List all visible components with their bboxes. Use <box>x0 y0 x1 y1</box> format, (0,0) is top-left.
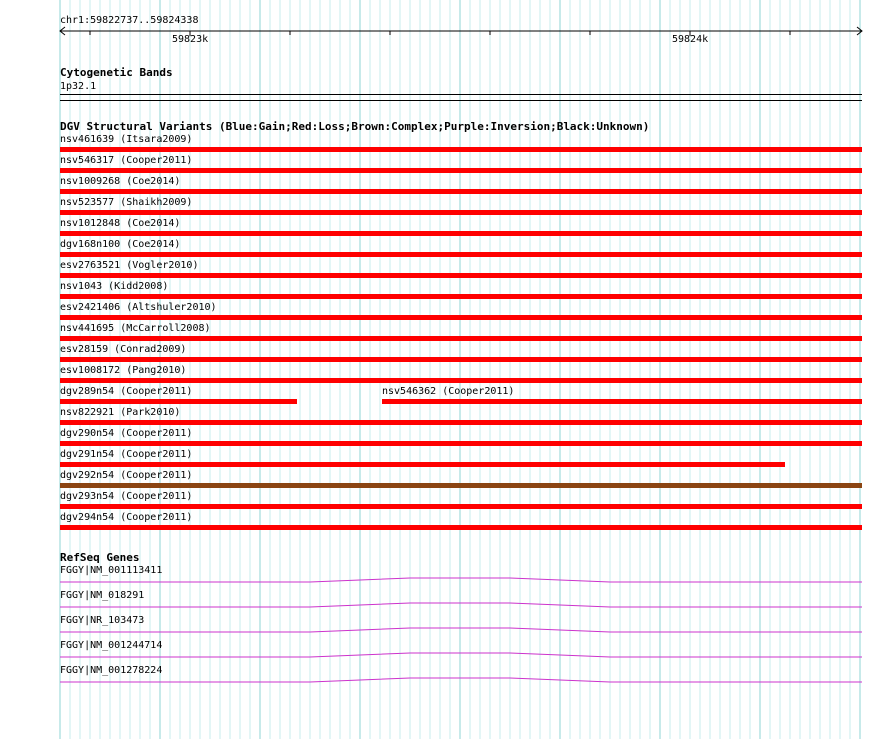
variant-bar[interactable] <box>382 399 862 404</box>
variant-bar[interactable] <box>60 273 862 278</box>
ruler-tick-label: 59824k <box>672 34 709 45</box>
refseq-track-title: RefSeq Genes <box>60 551 140 564</box>
dgv-track-title: DGV Structural Variants (Blue:Gain;Red:Loss;Brown:Complex;Purple:Inversion;Black:Unknown) <box>60 120 650 133</box>
variant-bar[interactable] <box>60 399 297 404</box>
variant-bar[interactable] <box>60 147 862 152</box>
gene-label[interactable]: FGGY|NR_103473 <box>60 615 145 626</box>
variant-label[interactable]: dgv291n54 (Cooper2011) <box>60 449 193 460</box>
variant-label[interactable]: nsv822921 (Park2010) <box>60 407 181 418</box>
variant-label[interactable]: nsv523577 (Shaikh2009) <box>60 197 193 208</box>
gene-label[interactable]: FGGY|NM_001113411 <box>60 565 163 576</box>
variant-bar[interactable] <box>60 168 862 173</box>
location-label: chr1:59822737..59824338 <box>60 15 199 26</box>
cytoband-label: 1p32.1 <box>60 81 97 92</box>
variant-bar[interactable] <box>60 420 862 425</box>
variant-bar[interactable] <box>60 462 785 467</box>
cytoband-bar-bottom <box>60 100 862 101</box>
variant-label[interactable]: esv2421406 (Altshuler2010) <box>60 302 217 313</box>
variant-label[interactable]: nsv1009268 (Coe2014) <box>60 176 181 187</box>
gene-intron-line[interactable] <box>60 675 862 685</box>
variant-label[interactable]: dgv294n54 (Cooper2011) <box>60 512 193 523</box>
cytoband-bar-top <box>60 94 862 95</box>
ruler-tick-label: 59823k <box>172 34 209 45</box>
variant-bar[interactable] <box>60 378 862 383</box>
variant-bar[interactable] <box>60 294 862 299</box>
variant-bar[interactable] <box>60 231 862 236</box>
variant-bar[interactable] <box>60 336 862 341</box>
variant-label[interactable]: dgv290n54 (Cooper2011) <box>60 428 193 439</box>
variant-label[interactable]: dgv289n54 (Cooper2011) <box>60 386 193 397</box>
variant-label[interactable]: esv1008172 (Pang2010) <box>60 365 187 376</box>
variant-label[interactable]: nsv1012848 (Coe2014) <box>60 218 181 229</box>
variant-label[interactable]: dgv293n54 (Cooper2011) <box>60 491 193 502</box>
variant-label[interactable]: nsv461639 (Itsara2009) <box>60 134 193 145</box>
gene-label[interactable]: FGGY|NM_001278224 <box>60 665 163 676</box>
variant-label[interactable]: nsv441695 (McCarroll2008) <box>60 323 211 334</box>
gene-intron-line[interactable] <box>60 625 862 635</box>
variant-label[interactable]: dgv292n54 (Cooper2011) <box>60 470 193 481</box>
variant-bar[interactable] <box>60 210 862 215</box>
variant-label[interactable]: nsv546317 (Cooper2011) <box>60 155 193 166</box>
gene-label[interactable]: FGGY|NM_001244714 <box>60 640 163 651</box>
gene-intron-line[interactable] <box>60 650 862 660</box>
variant-label[interactable]: nsv1043 (Kidd2008) <box>60 281 169 292</box>
variant-bar[interactable] <box>60 504 862 509</box>
variant-label[interactable]: esv28159 (Conrad2009) <box>60 344 187 355</box>
variant-bar[interactable] <box>60 441 862 446</box>
variant-bar[interactable] <box>60 525 862 530</box>
variant-label[interactable]: esv2763521 (Vogler2010) <box>60 260 199 271</box>
variant-bar[interactable] <box>60 252 862 257</box>
gene-intron-line[interactable] <box>60 600 862 610</box>
cytoband-track-title: Cytogenetic Bands <box>60 66 173 79</box>
variant-bar[interactable] <box>60 357 862 362</box>
gene-intron-line[interactable] <box>60 575 862 585</box>
variant-bar[interactable] <box>60 189 862 194</box>
variant-label[interactable]: nsv546362 (Cooper2011) <box>382 386 515 397</box>
variant-bar[interactable] <box>60 315 862 320</box>
gene-label[interactable]: FGGY|NM_018291 <box>60 590 145 601</box>
variant-bar[interactable] <box>60 483 862 488</box>
variant-label[interactable]: dgv168n100 (Coe2014) <box>60 239 181 250</box>
